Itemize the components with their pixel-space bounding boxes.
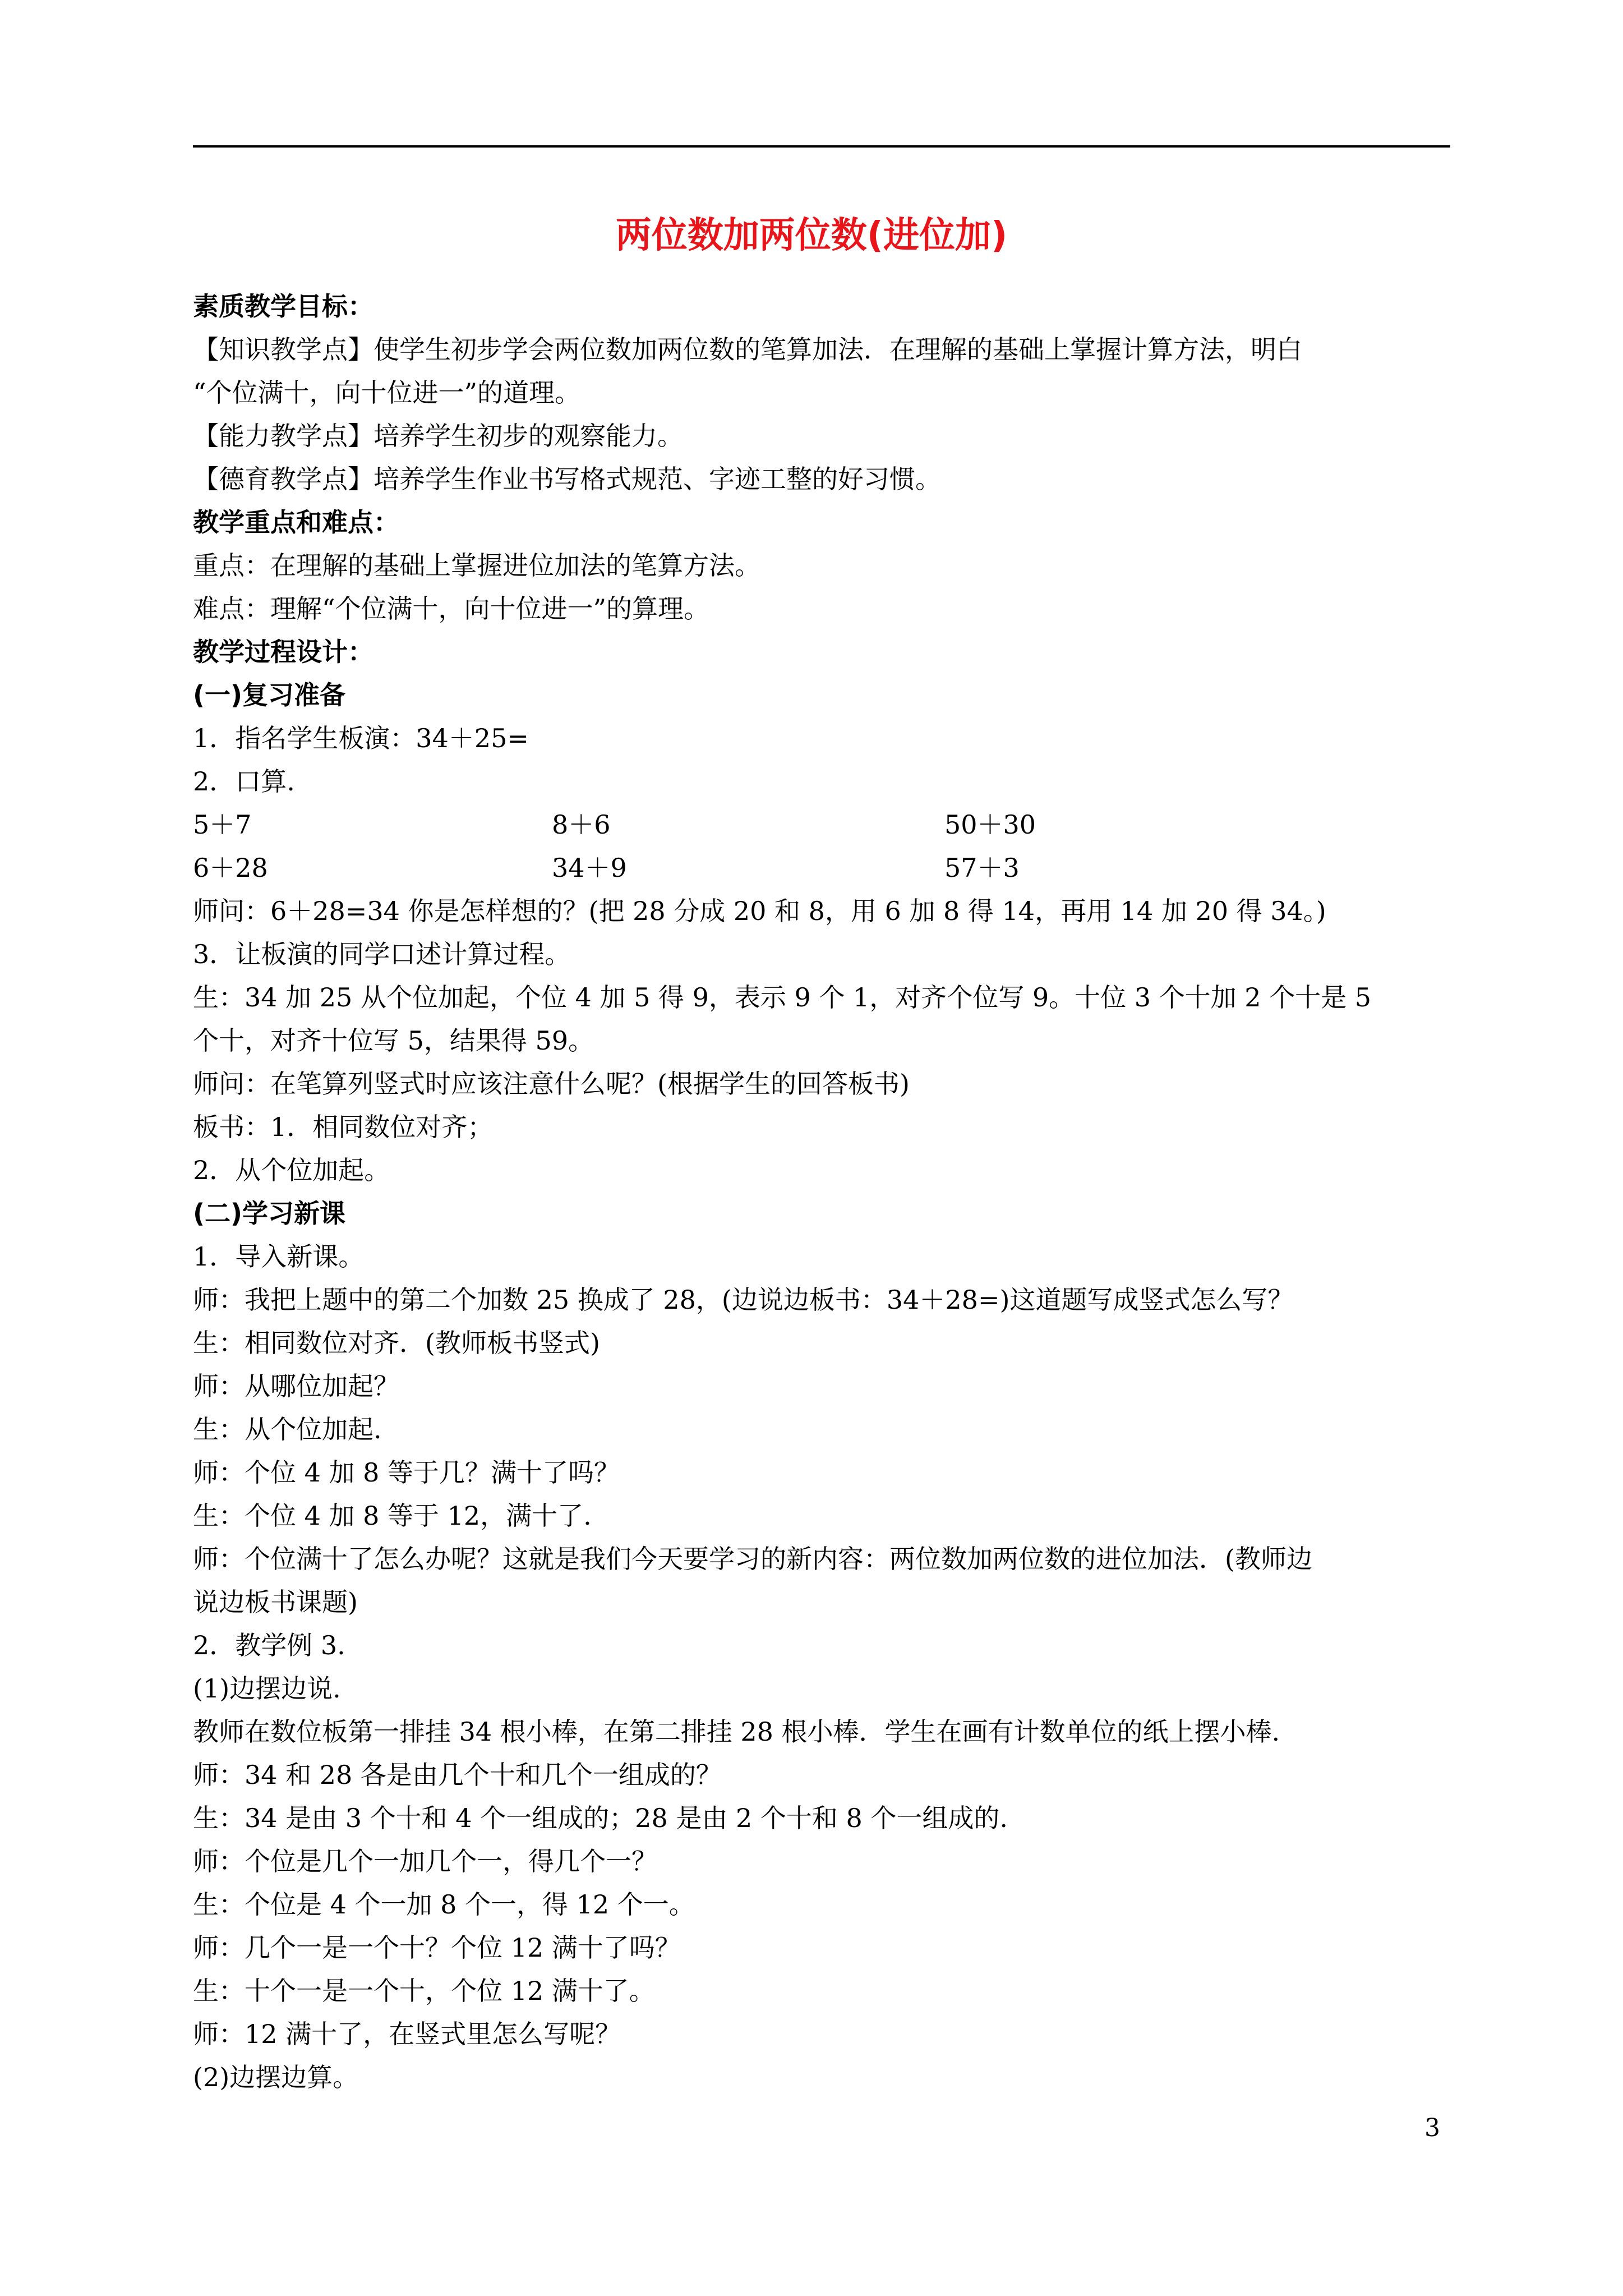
oral-calc-item: 5＋7 bbox=[193, 809, 252, 840]
text-line: 1．指名学生板演：34＋25= bbox=[193, 723, 529, 753]
oral-calc-item: 8＋6 bbox=[552, 809, 611, 840]
text-line: 生：34 加 25 从个位加起，个位 4 加 5 得 9，表示 9 个 1，对齐个位写 9。十位 3 个十加 2 个十是 5 bbox=[193, 982, 1372, 1013]
text-line: 生：十个一是一个十，个位 12 满十了。 bbox=[193, 1976, 655, 2006]
section-heading: (一)复习准备 bbox=[193, 680, 346, 710]
oral-calc-row bbox=[193, 846, 1450, 890]
text-line: 2．从个位加起。 bbox=[193, 1155, 390, 1185]
text-line: 【德育教学点】培养学生作业书写格式规范、字迹工整的好习惯。 bbox=[193, 464, 941, 494]
oral-calc-item: 50＋30 bbox=[944, 809, 1036, 840]
oral-calc-item: 57＋3 bbox=[944, 853, 1020, 883]
document-title: 两位数加两位数(进位加) bbox=[615, 215, 1008, 256]
text-line: 【知识教学点】使学生初步学会两位数加两位数的笔算加法．在理解的基础上掌握计算方法，明白 bbox=[193, 334, 1302, 365]
section-heading: 素质教学目标： bbox=[193, 291, 374, 321]
text-line: 生：相同数位对齐．(教师板书竖式) bbox=[193, 1328, 600, 1358]
text-line: 教师在数位板第一排挂 34 根小棒，在第二排挂 28 根小棒．学生在画有计数单位的纸上摆小棒. bbox=[193, 1717, 1280, 1747]
page-number: 3 bbox=[1424, 2114, 1440, 2142]
text-line: 个十，对齐十位写 5，结果得 59。 bbox=[193, 1025, 594, 1056]
text-line: 师：个位满十了怎么办呢？这就是我们今天要学习的新内容：两位数加两位数的进位加法．(教师边 bbox=[193, 1544, 1312, 1574]
text-line: 师：我把上题中的第二个加数 25 换成了 28，(边说边板书：34＋28=)这道题写成竖式怎么写？ bbox=[193, 1285, 1294, 1315]
text-line: 师：个位 4 加 8 等于几？满十了吗？ bbox=[193, 1457, 620, 1488]
text-line: 师问：在笔算列竖式时应该注意什么呢？(根据学生的回答板书) bbox=[193, 1069, 910, 1099]
section-heading: 教学重点和难点： bbox=[193, 507, 399, 537]
oral-calc-item: 34＋9 bbox=[552, 853, 627, 883]
text-line: 2．口算. bbox=[193, 766, 295, 797]
text-line: 师：几个一是一个十？个位 12 满十了吗？ bbox=[193, 1932, 681, 1963]
document-body bbox=[193, 285, 1450, 2099]
text-line: 2．教学例 3. bbox=[193, 1630, 345, 1660]
text-line: 生：个位是 4 个一加 8 个一，得 12 个一。 bbox=[193, 1889, 695, 1920]
text-line: “个位满十，向十位进一”的道理。 bbox=[193, 378, 581, 408]
section-heading: (二)学习新课 bbox=[193, 1198, 346, 1228]
text-line: 重点：在理解的基础上掌握进位加法的笔算方法。 bbox=[193, 550, 760, 581]
text-line: 生：个位 4 加 8 等于 12，满十了. bbox=[193, 1501, 592, 1531]
text-line: (2)边摆边算。 bbox=[193, 2062, 359, 2092]
text-line: 师：个位是几个一加几个一，得几个一？ bbox=[193, 1846, 657, 1876]
text-line: 1．导入新课。 bbox=[193, 1241, 365, 1272]
text-line: (1)边摆边说. bbox=[193, 1673, 341, 1704]
header-rule bbox=[193, 145, 1450, 148]
text-line: 师：34 和 28 各是由几个十和几个一组成的？ bbox=[193, 1760, 722, 1790]
oral-calc-row bbox=[193, 803, 1450, 846]
section-heading: 教学过程设计： bbox=[193, 637, 374, 667]
text-line: 难点：理解“个位满十，向十位进一”的算理。 bbox=[193, 593, 710, 624]
text-line: 3．让板演的同学口述计算过程。 bbox=[193, 939, 571, 969]
text-line: 生：从个位加起. bbox=[193, 1414, 382, 1444]
text-line: 【能力教学点】培养学生初步的观察能力。 bbox=[193, 421, 683, 451]
text-line: 师：从哪位加起？ bbox=[193, 1371, 399, 1401]
oral-calc-item: 6＋28 bbox=[193, 853, 268, 883]
text-line: 师问：6＋28=34 你是怎样想的？(把 28 分成 20 和 8，用 6 加 8 得 14，再用 14 加 20 得 34。) bbox=[193, 896, 1326, 926]
text-line: 板书：1．相同数位对齐； bbox=[193, 1112, 494, 1142]
text-line: 说边板书课题) bbox=[193, 1587, 358, 1617]
text-line: 生：34 是由 3 个十和 4 个一组成的；28 是由 2 个十和 8 个一组成的. bbox=[193, 1803, 1008, 1833]
text-line: 师：12 满十了，在竖式里怎么写呢？ bbox=[193, 2019, 621, 2049]
